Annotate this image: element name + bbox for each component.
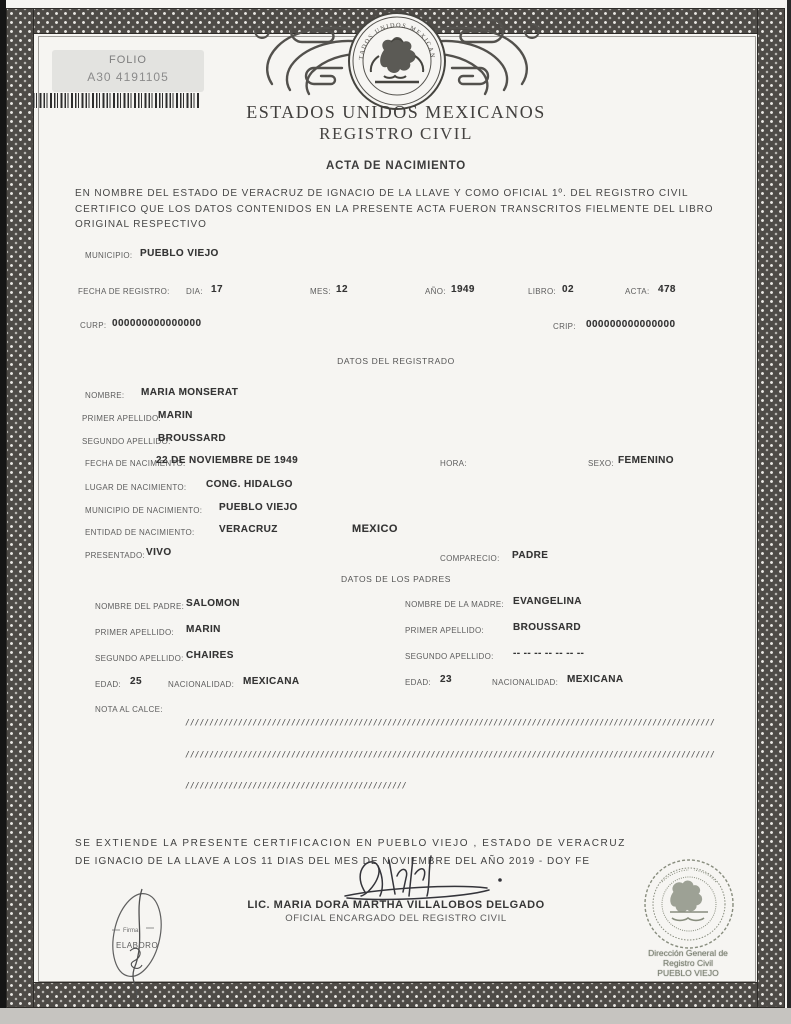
official-signature — [335, 850, 520, 902]
entidad-nacimiento-value: VERACRUZ — [219, 524, 278, 535]
madre-nacionalidad-label: NACIONALIDAD: — [492, 678, 559, 687]
national-emblem — [239, 0, 552, 116]
ornate-border-right — [757, 8, 785, 1008]
section-padres-title: DATOS DE LOS PADRES — [340, 574, 452, 584]
certification-intro: EN NOMBRE DEL ESTADO DE VERACRUZ DE IGNACIO DE LA LLAVE Y COMO OFICIAL 1º. DEL REGISTRO CIVIL CERTIFICO QUE LOS DATOS CONTENIDOS EN LA PRESENTE ACTA FUERON TRANSCRITOS FIELMENTE DEL LIBRO ORIGINAL RESPECTIVO — [75, 188, 714, 230]
closing-line-1: SE EXTIENDE LA PRESENTE CERTIFICACION EN PUEBLO VIEJO , ESTADO DE VERACRUZ — [75, 838, 626, 849]
madre-segundo-apellido-label: SEGUNDO APELLIDO: — [405, 652, 494, 661]
presentado-label: PRESENTADO: — [85, 551, 146, 560]
padre-segundo-apellido-value: CHAIRES — [186, 650, 234, 661]
libro-label: LIBRO: — [528, 287, 557, 296]
acta-label: ACTA: — [625, 287, 650, 296]
municipio-nacimiento-value: PUEBLO VIEJO — [219, 502, 298, 513]
wing-right-ornament — [430, 20, 539, 94]
padre-primer-apellido-label: PRIMER APELLIDO: — [95, 628, 175, 637]
wing-left-ornament — [255, 20, 364, 94]
madre-segundo-apellido-value: -- -- -- -- -- -- -- — [513, 648, 585, 659]
segundo-apellido-value: BROUSSARD — [158, 433, 227, 444]
crip-value: 000000000000000 — [586, 319, 676, 330]
sexo-label: SEXO: — [588, 459, 614, 468]
header-country: ESTADOS UNIDOS MEXICANOS — [246, 102, 546, 122]
padre-segundo-apellido-label: SEGUNDO APELLIDO: — [95, 654, 184, 663]
entidad-nacimiento-label: ENTIDAD DE NACIMIENTO: — [85, 528, 195, 537]
nombre-value: MARIA MONSERAT — [141, 387, 239, 398]
document-title: ACTA DE NACIMIENTO — [325, 160, 467, 172]
fecha-registro-label: FECHA DE REGISTRO: — [78, 287, 170, 296]
section-registrado-title: DATOS DEL REGISTRADO — [337, 356, 455, 366]
curp-value: 000000000000000 — [112, 318, 202, 329]
lugar-nacimiento-value: CONG. HIDALGO — [206, 479, 293, 490]
madre-nombre-value: EVANGELINA — [513, 596, 582, 607]
madre-primer-apellido-label: PRIMER APELLIDO: — [405, 626, 485, 635]
folio-label: FOLIO — [108, 54, 147, 66]
madre-primer-apellido-value: BROUSSARD — [513, 622, 582, 633]
comparecio-label: COMPARECIO: — [440, 554, 500, 563]
dia-label: DIA: — [186, 287, 203, 296]
padre-nombre-value: SALOMON — [186, 598, 240, 609]
folio-number: A30 4191105 — [87, 70, 169, 84]
seal-ring-text: ESTADOS UNIDOS MEXICANOS — [239, 0, 437, 61]
padre-primer-apellido-value: MARIN — [186, 624, 221, 635]
fecha-nacimiento-value: 22 DE NOVIEMBRE DE 1949 — [156, 455, 299, 466]
hora-label: HORA: — [440, 459, 467, 468]
closing-line-2: DE IGNACIO DE LA LLAVE A LOS 11 DIAS DEL MES DE NOVIEMBRE DEL AÑO 2019 - DOY FE — [75, 856, 591, 867]
registry-office-stamp — [612, 862, 767, 952]
elaboro-text: ELABORO — [116, 941, 159, 950]
scan-edge-right — [787, 0, 791, 1010]
primer-apellido-value: MARIN — [158, 410, 193, 421]
municipio-value: PUEBLO VIEJO — [140, 248, 219, 259]
registry-office-stamp-text: Dirección General de Registro Civil PUEBLO VIEJO — [648, 948, 728, 978]
ornate-border-left — [6, 8, 34, 1008]
madre-nacionalidad-value: MEXICANA — [567, 674, 624, 685]
dia-value: 17 — [211, 284, 223, 295]
crip-label: CRIP: — [553, 322, 576, 331]
nombre-label: NOMBRE: — [85, 391, 125, 400]
mes-value: 12 — [336, 284, 348, 295]
curp-label: CURP: — [80, 321, 107, 330]
presentado-value: VIVO — [146, 547, 172, 558]
primer-apellido-label: PRIMER APELLIDO: — [82, 414, 162, 423]
elaboro-stamp — [90, 885, 185, 1000]
header-office: REGISTRO CIVIL — [319, 124, 473, 143]
madre-edad-value: 23 — [440, 674, 452, 685]
libro-value: 02 — [562, 284, 574, 295]
acta-value: 478 — [658, 284, 676, 295]
nota-al-calce-fill: ////////////////////////////////////////////////////////////////////////////////////////////////////////////// ////////////////////////////////////////////////////////////////////////////////////////////////////////////// ////////////////////////////////////////////// — [185, 718, 715, 790]
ano-value: 1949 — [451, 284, 475, 295]
official-name: LIC. MARIA DORA MARTHA VILLALOBOS DELGADO — [247, 899, 545, 911]
padre-nacionalidad-value: MEXICANA — [243, 676, 300, 687]
padre-nombre-label: NOMBRE DEL PADRE: — [95, 602, 185, 611]
padre-nacionalidad-label: NACIONALIDAD: — [168, 680, 235, 689]
segundo-apellido-label: SEGUNDO APELLIDO: — [82, 437, 171, 446]
ano-label: AÑO: — [425, 287, 446, 296]
fecha-nacimiento-label: FECHA DE NACIMIENTO: — [85, 459, 186, 468]
lugar-nacimiento-label: LUGAR DE NACIMIENTO: — [85, 483, 187, 492]
nota-al-calce-label: NOTA AL CALCE: — [95, 705, 163, 714]
pais-nacimiento-value: MEXICO — [352, 523, 398, 535]
madre-nombre-label: NOMBRE DE LA MADRE: — [405, 600, 505, 609]
official-title: OFICIAL ENCARGADO DEL REGISTRO CIVIL — [285, 913, 507, 924]
sexo-value: FEMENINO — [618, 455, 674, 466]
madre-edad-label: EDAD: — [405, 678, 431, 687]
padre-edad-label: EDAD: — [95, 680, 121, 689]
municipio-nacimiento-label: MUNICIPIO DE NACIMIENTO: — [85, 506, 203, 515]
mes-label: MES: — [310, 287, 331, 296]
comparecio-value: PADRE — [512, 550, 549, 561]
municipio-label: MUNICIPIO: — [85, 251, 133, 260]
scan-margin-bottom — [0, 1008, 791, 1024]
elaboro-firma-text: Firma — [123, 928, 139, 934]
padre-edad-value: 25 — [130, 676, 142, 687]
